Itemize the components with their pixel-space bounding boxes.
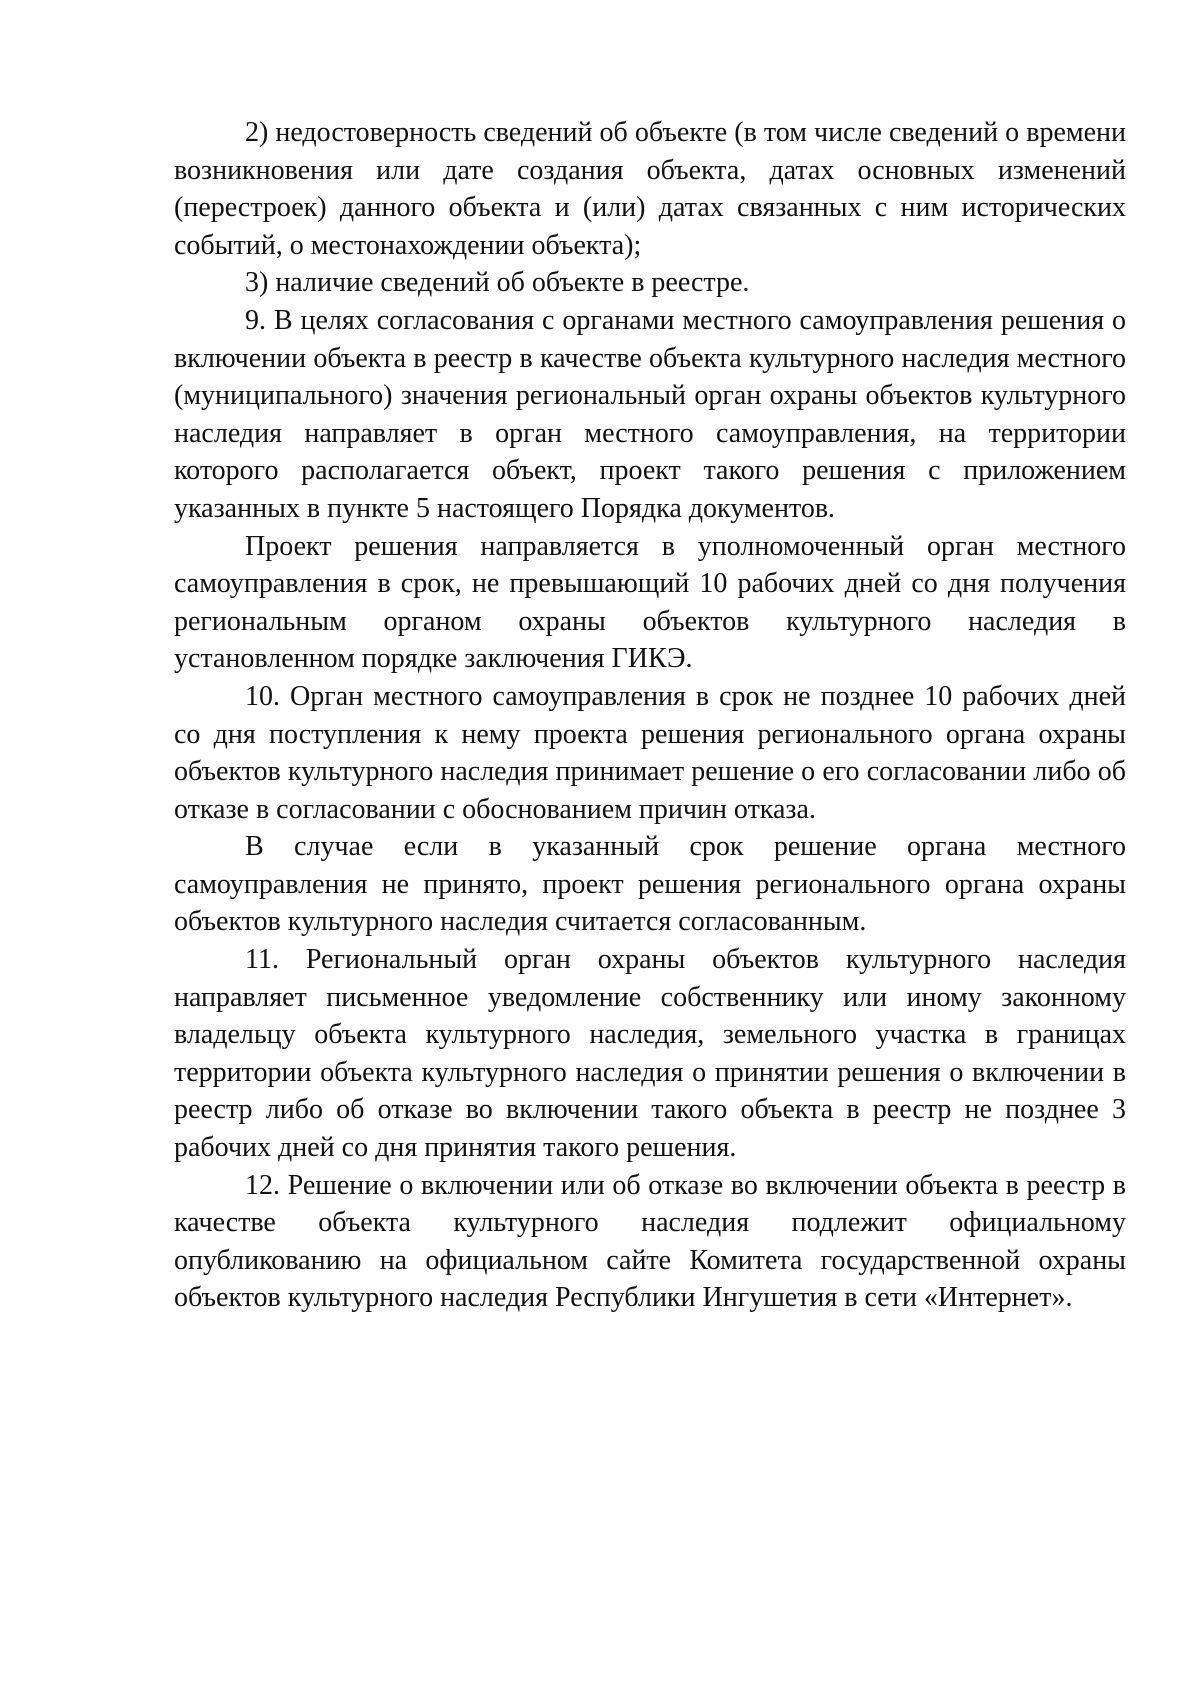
paragraph-clause-9: 9. В целях согласования с органами местного самоуправления решения о включении объекта в реестр в качестве объекта культурного наследия местного (муниципального) значения региональный орган охраны объектов культурного наследия направляет в орган местного самоуправления, на территории которого располагается объект, проект такого решения с приложением указанных в пункте 5 настоящего Порядка документов. xyxy=(174,304,1126,524)
paragraph-clause-10-default-approval: В случае если в указанный срок решение органа местного самоуправления не принято, проект решения регионального органа охраны объектов культурного наследия считается согласованным. xyxy=(174,831,1126,938)
paragraph-clause-11: 11. Региональный орган охраны объектов культурного наследия направляет письменное уведомление собственнику или иному законному владельцу объекта культурного наследия, земельного участка в границах территории объекта культурного наследия о принятии решения о включении в реестр либо об отказе во включении такого объекта в реестр не позднее 3 рабочих дней со дня принятия такого решения. xyxy=(174,944,1126,1164)
document-body xyxy=(174,114,1126,1317)
paragraph-item-3-already-in-registry: 3) наличие сведений об объекте в реестре. xyxy=(245,267,750,299)
paragraph-clause-10: 10. Орган местного самоуправления в срок не позднее 10 рабочих дней со дня поступления к нему проекта решения регионального органа охраны объектов культурного наследия принимает решение о его согласовании либо об отказе в согласовании с обоснованием причин отказа. xyxy=(174,680,1126,825)
paragraph-clause-9-draft-deadline: Проект решения направляется в уполномоченный орган местного самоуправления в срок, не превышающий 10 рабочих дней со дня получения региональным органом охраны объектов культурного наследия в установленном порядке заключения ГИКЭ. xyxy=(174,530,1126,675)
paragraph-item-2-inaccuracy: 2) недостоверность сведений об объекте (в том числе сведений о времени возникновения или дате создания объекта, датах основных изменений (перестроек) данного объекта и (или) датах связанных с ним исторических событий, о местонахождении объекта); xyxy=(174,117,1126,261)
paragraph-clause-12: 12. Решение о включении или об отказе во включении объекта в реестр в качестве объекта культурного наследия подлежит официальному опубликованию на официальном сайте Комитета государственной охраны объектов культурного наследия Республики Ингушетия в сети «Интернет». xyxy=(174,1169,1126,1314)
